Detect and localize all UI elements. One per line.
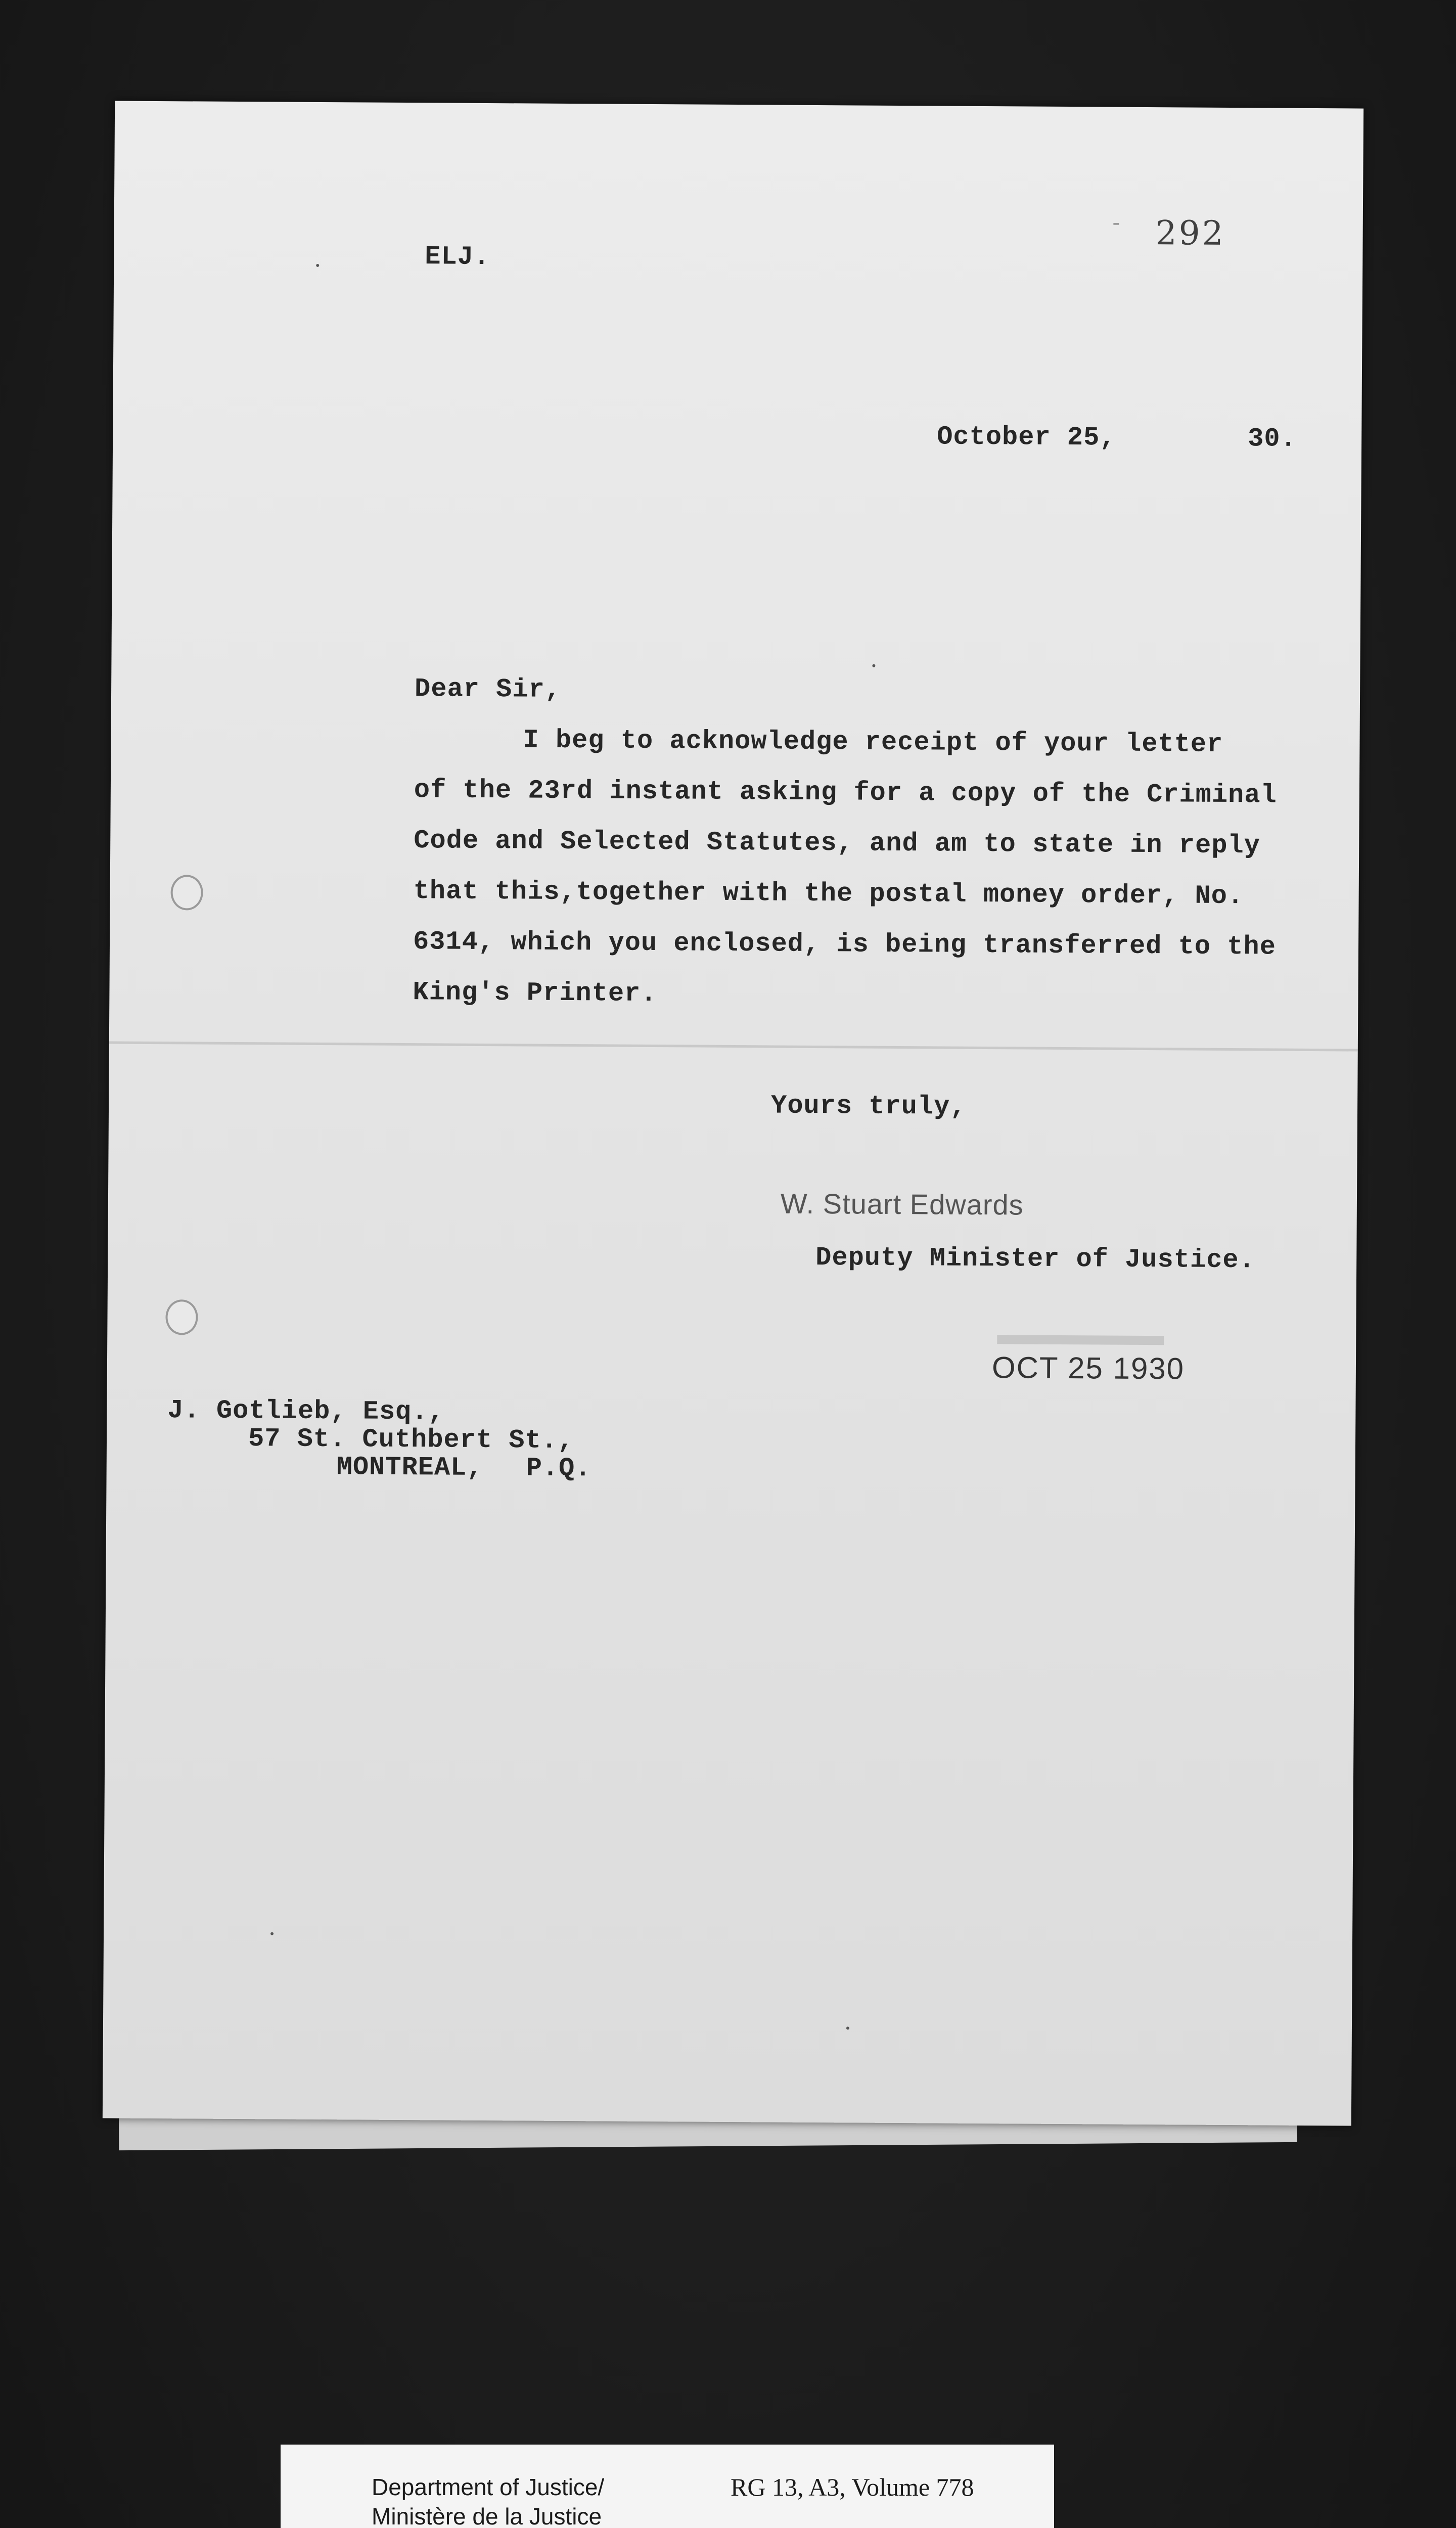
- reference-initials: ELJ.: [425, 242, 490, 273]
- archive-reference: RG 13, A3, Volume 778: [731, 2473, 974, 2501]
- addressee-province: P.Q.: [526, 1453, 592, 1484]
- punch-hole-lower: [165, 1299, 198, 1335]
- page-number-mark: -: [1110, 213, 1122, 236]
- body-line: of the 23rd instant asking for a copy of the Criminal: [414, 775, 1277, 810]
- addressee-name: J. Gotlieb, Esq.,: [167, 1395, 445, 1427]
- letter-date: October 25,: [937, 422, 1116, 453]
- fold-line: [109, 1041, 1358, 1051]
- department-label: [372, 2472, 604, 2528]
- paper-speck: [846, 2026, 849, 2029]
- salutation: Dear Sir,: [414, 674, 562, 705]
- letter-page: [103, 101, 1363, 2126]
- archive-reference-label: [281, 2445, 1054, 2528]
- department-fr: Ministère de la Justice: [372, 2503, 602, 2528]
- received-date-stamp: OCT 25 1930: [991, 1350, 1185, 1386]
- punch-hole-upper: [170, 875, 203, 910]
- addressee-city: MONTREAL,: [336, 1452, 483, 1483]
- body-line: I beg to acknowledge receipt of your letter: [523, 725, 1223, 759]
- paper-speck: [270, 1932, 274, 1935]
- paper-speck: [316, 264, 319, 267]
- body-line: 6314, which you enclosed, is being transferred to the: [413, 927, 1277, 962]
- letter-year: 30.: [1247, 424, 1297, 454]
- department-en: Department of Justice/: [372, 2474, 605, 2500]
- stamp-smudge: [997, 1335, 1164, 1345]
- body-line: Code and Selected Statutes, and am to state in reply: [414, 826, 1261, 861]
- addressee-street: 57 St. Cuthbert St.,: [248, 1424, 574, 1456]
- closing: Yours truly,: [770, 1091, 967, 1122]
- signatory-title: Deputy Minister of Justice.: [815, 1243, 1255, 1276]
- page-number: 292: [1155, 213, 1225, 253]
- body-line: King's Printer.: [413, 977, 657, 1009]
- paper-speck: [872, 664, 875, 667]
- signature-stamp: W. Stuart Edwards: [780, 1187, 1024, 1221]
- body-line: that this,together with the postal money order, No.: [413, 876, 1244, 912]
